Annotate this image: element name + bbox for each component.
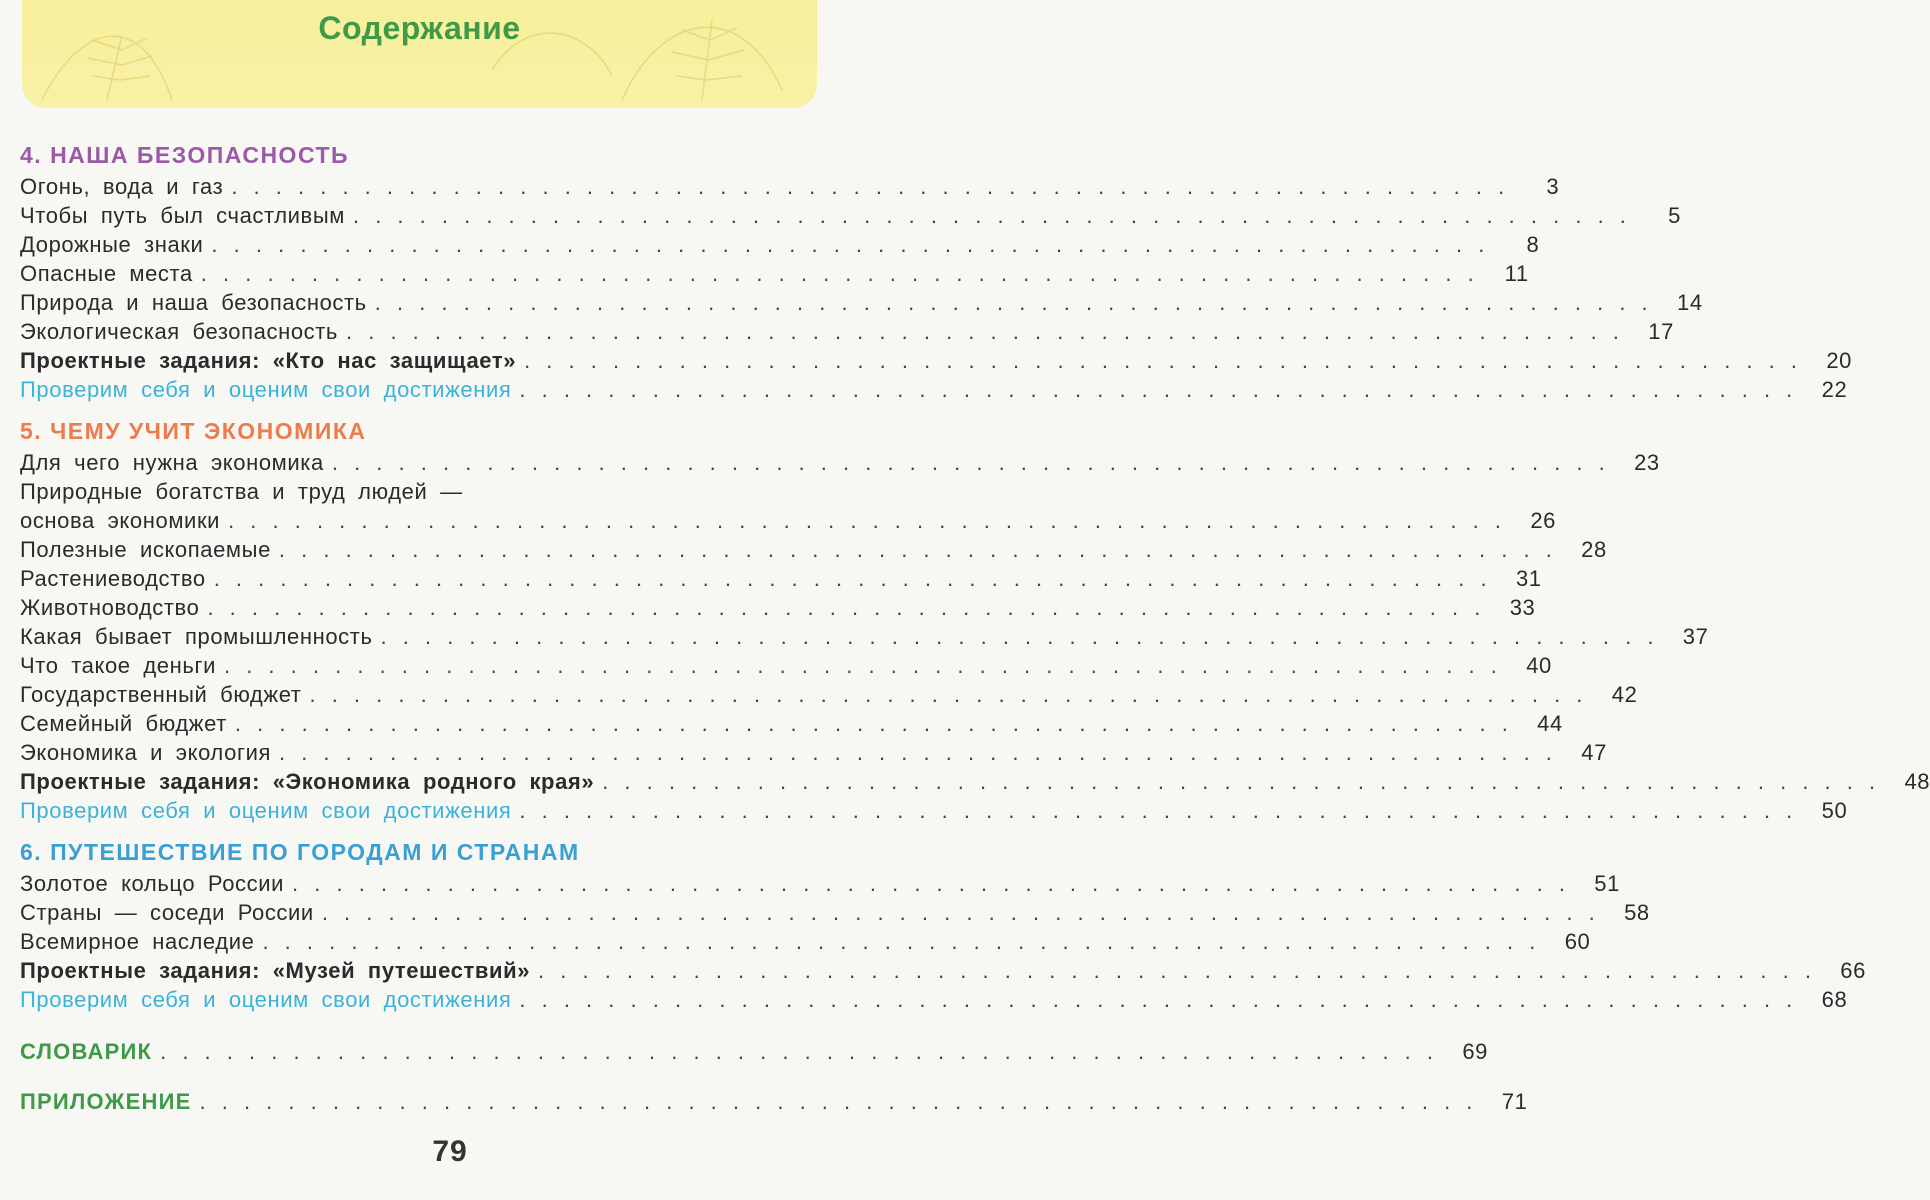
toc-entry-title: Проектные задания: «Экономика родного края»	[20, 769, 595, 794]
dot-leader: . . . . . . . . . . . . . . . . . . . . . . . . . . . . . . . . . . . . . . . . . . . . . . . . . . . . . . . . . .	[321, 900, 1600, 925]
toc-entry-page: 20	[1826, 348, 1852, 373]
toc-entry	[20, 927, 1591, 956]
toc-entry-page: 5	[1668, 203, 1681, 228]
section-heading: 5. ЧЕМУ УЧИТ ЭКОНОМИКА	[20, 418, 367, 444]
toc-entry-page: 8	[1526, 232, 1540, 257]
appendix-entry	[20, 1030, 1489, 1074]
dot-leader: . . . . . . . . . . . . . . . . . . . . . . . . . . . . . . . . . . . . . . . . . . . . . . . . . . . . . . . . . .	[331, 450, 1610, 475]
toc-entry	[20, 535, 1607, 564]
toc-entry	[20, 448, 1660, 477]
dot-leader: . . . . . . . . . . . . . . . . . . . . . . . . . . . . . . . . . . . . . . . . . . . . . . . . . . . . . . . . . .	[200, 261, 1479, 286]
toc-entry-title: Всемирное наследие	[20, 929, 255, 954]
dot-leader: . . . . . . . . . . . . . . . . . . . . . . . . . . . . . . . . . . . . . . . . . . . . . . . . . . . . . . . . . .	[231, 174, 1510, 199]
dot-leader: . . . . . . . . . . . . . . . . . . . . . . . . . . . . . . . . . . . . . . . . . . . . . . . . . . . . . . . . . .	[228, 508, 1506, 533]
toc-entry	[20, 985, 1848, 1014]
dot-leader: . . . . . . . . . . . . . . . . . . . . . . . . . . . . . . . . . . . . . . . . . . . . . . . . . . . . . . . . . .	[292, 871, 1570, 896]
dot-leader: . . . . . . . . . . . . . . . . . . . . . . . . . . . . . . . . . . . . . . . . . . . . . . . . . . . . . . . . . .	[262, 929, 1541, 954]
toc-entry-title: ПРИЛОЖЕНИЕ	[20, 1089, 192, 1114]
toc-entry-page: 69	[1462, 1039, 1489, 1064]
toc-entry-title: Опасные места	[20, 261, 193, 286]
toc-entry	[20, 288, 1703, 317]
toc-entry	[20, 259, 1529, 288]
appendix-entry	[20, 1080, 1528, 1124]
toc-entry-page: 51	[1594, 871, 1620, 896]
toc-entry	[20, 738, 1607, 767]
toc-entry-title: Проектные задания: «Кто нас защищает»	[20, 348, 517, 373]
toc-entry	[20, 346, 1852, 375]
dot-leader: . . . . . . . . . . . . . . . . . . . . . . . . . . . . . . . . . . . . . . . . . . . . . . . . . . . . . . . . . .	[380, 624, 1659, 649]
dot-leader: . . . . . . . . . . . . . . . . . . . . . . . . . . . . . . . . . . . . . . . . . . . . . . . . . . . . . . . . . .	[278, 537, 1557, 562]
toc-entry-page: 11	[1504, 261, 1529, 286]
toc-entry-page: 58	[1624, 900, 1650, 925]
toc-entry-page: 3	[1546, 174, 1560, 199]
toc-entry-page: 22	[1821, 377, 1848, 402]
toc-entry	[20, 506, 1556, 535]
toc-entry	[20, 680, 1638, 709]
dot-leader: . . . . . . . . . . . . . . . . . . . . . . . . . . . . . . . . . . . . . . . . . . . . . . . . . . . . . . . . . .	[223, 653, 1502, 678]
toc-entry	[20, 201, 1681, 230]
toc-entry-title: Проектные задания: «Музей путешествий»	[20, 958, 531, 983]
dot-leader: . . . . . . . . . . . . . . . . . . . . . . . . . . . . . . . . . . . . . . . . . . . . . . . . . . . . . . . . . .	[234, 711, 1513, 736]
toc-entry	[20, 172, 1560, 201]
dot-leader: . . . . . . . . . . . . . . . . . . . . . . . . . . . . . . . . . . . . . . . . . . . . . . . . . . . . . . . . . .	[211, 232, 1490, 257]
toc-entry-page: 23	[1634, 450, 1660, 475]
dot-leader: . . . . . . . . . . . . . . . . . . . . . . . . . . . . . . . . . . . . . . . . . . . . . . . . . . . . . . . . . .	[160, 1039, 1439, 1064]
page-number: 79	[432, 1135, 468, 1168]
toc-entry-page: 33	[1509, 595, 1536, 620]
toc-entry-title: Для чего нужна экономика	[20, 450, 324, 475]
toc-entry-page: 26	[1530, 508, 1556, 533]
toc-entry-title: Какая бывает промышленность	[20, 624, 373, 649]
toc-entry-page: 28	[1581, 537, 1607, 562]
toc-entry	[20, 796, 1848, 825]
dot-leader: . . . . . . . . . . . . . . . . . . . . . . . . . . . . . . . . . . . . . . . . . . . . . . . . . . . . . . . . . .	[278, 740, 1557, 765]
toc-entry-page: 47	[1581, 740, 1607, 765]
toc-entry-page: 40	[1526, 653, 1552, 678]
toc-entry-page: 68	[1821, 987, 1848, 1012]
dot-leader: . . . . . . . . . . . . . . . . . . . . . . . . . . . . . . . . . . . . . . . . . . . . . . . . . . . . . . . . . .	[519, 798, 1798, 823]
toc-entry-title: Золотое кольцо России	[20, 871, 285, 896]
toc-entry-page: 37	[1682, 624, 1709, 649]
toc-entry-page: 71	[1501, 1089, 1528, 1114]
toc-entry	[20, 317, 1674, 346]
toc-entry-page: 31	[1515, 566, 1542, 591]
dot-leader: . . . . . . . . . . . . . . . . . . . . . . . . . . . . . . . . . . . . . . . . . . . . . . . . . . . . . . . . . .	[213, 566, 1492, 591]
toc-entry-title: СЛОВАРИК	[20, 1039, 153, 1064]
section-heading: 4. НАША БЕЗОПАСНОСТЬ	[20, 142, 350, 168]
toc-entry-page: 14	[1677, 290, 1703, 315]
toc-entry-title: Семейный бюджет	[20, 711, 227, 736]
toc-entry-title: основа экономики	[20, 508, 221, 533]
toc-entry-title: Природные богатства и труд людей —	[20, 479, 463, 504]
toc-entry-page: 17	[1648, 319, 1674, 344]
dot-leader: . . . . . . . . . . . . . . . . . . . . . . . . . . . . . . . . . . . . . . . . . . . . . . . . . . . . . . . . . .	[519, 987, 1798, 1012]
page-title: Содержание	[318, 10, 521, 46]
toc-entry-title: Животноводство	[20, 595, 200, 620]
toc-entry-title: Огонь, вода и газ	[20, 174, 224, 199]
toc-entry-page: 66	[1840, 958, 1866, 983]
toc-entry	[20, 477, 818, 506]
dot-leader: . . . . . . . . . . . . . . . . . . . . . . . . . . . . . . . . . . . . . . . . . . . . . . . . . . . . . . . . . .	[346, 319, 1624, 344]
contents-banner	[22, 0, 817, 108]
dot-leader: . . . . . . . . . . . . . . . . . . . . . . . . . . . . . . . . . . . . . . . . . . . . . . . . . . . . . . . . . .	[602, 769, 1881, 794]
toc-entry-page: 42	[1611, 682, 1638, 707]
toc-entry-title: Что такое деньги	[20, 653, 216, 678]
toc-entry-title: Полезные ископаемые	[20, 537, 271, 562]
toc-entry-title: Государственный бюджет	[20, 682, 302, 707]
dot-leader: . . . . . . . . . . . . . . . . . . . . . . . . . . . . . . . . . . . . . . . . . . . . . . . . . . . . . . . . . .	[309, 682, 1588, 707]
toc-entry-title: Дорожные знаки	[20, 232, 204, 257]
toc-entry	[20, 898, 1650, 927]
toc-entry	[20, 375, 1848, 404]
toc-entry-title: Проверим себя и оценим свои достижения	[20, 798, 512, 823]
dot-leader: . . . . . . . . . . . . . . . . . . . . . . . . . . . . . . . . . . . . . . . . . . . . . . . . . . . . . . . . . .	[352, 203, 1631, 228]
toc-entry	[20, 767, 1930, 796]
toc-entry	[20, 622, 1709, 651]
toc-entry	[20, 230, 1540, 259]
toc-entry	[20, 709, 1563, 738]
toc-entry-title: Чтобы путь был счастливым	[20, 203, 345, 228]
toc-entry-page: 48	[1904, 769, 1930, 794]
dot-leader: . . . . . . . . . . . . . . . . . . . . . . . . . . . . . . . . . . . . . . . . . . . . . . . . . . . . . . . . . .	[519, 377, 1798, 402]
toc-entry-title: Природа и наша безопасность	[20, 290, 367, 315]
dot-leader: . . . . . . . . . . . . . . . . . . . . . . . . . . . . . . . . . . . . . . . . . . . . . . . . . . . . . . . . . .	[374, 290, 1653, 315]
toc-entry-page: 60	[1564, 929, 1591, 954]
toc-entry-title: Проверим себя и оценим свои достижения	[20, 377, 512, 402]
dot-leader: . . . . . . . . . . . . . . . . . . . . . . . . . . . . . . . . . . . . . . . . . . . . . . . . . . . . . . . . . .	[538, 958, 1816, 983]
toc-entry-title: Проверим себя и оценим свои достижения	[20, 987, 512, 1012]
toc-entry	[20, 869, 1620, 898]
toc-entry-title: Экономика и экология	[20, 740, 271, 765]
toc-entry-title: Страны — соседи России	[20, 900, 314, 925]
toc-entry-title: Экологическая безопасность	[20, 319, 338, 344]
toc-entry	[20, 956, 1866, 985]
dot-leader: . . . . . . . . . . . . . . . . . . . . . . . . . . . . . . . . . . . . . . . . . . . . . . . . . . . . . . . . . .	[207, 595, 1486, 620]
toc-entry-page: 44	[1537, 711, 1563, 736]
toc-entry	[20, 564, 1542, 593]
section-heading: 6. ПУТЕШЕСТВИЕ ПО ГОРОДАМ И СТРАНАМ	[20, 839, 580, 865]
toc-entry	[20, 593, 1536, 622]
toc-entry-page: 50	[1821, 798, 1848, 823]
table-of-contents	[20, 138, 1930, 1124]
toc-entry-title: Растениеводство	[20, 566, 206, 591]
dot-leader: . . . . . . . . . . . . . . . . . . . . . . . . . . . . . . . . . . . . . . . . . . . . . . . . . . . . . . . . . .	[524, 348, 1802, 373]
toc-entry	[20, 651, 1552, 680]
dot-leader: . . . . . . . . . . . . . . . . . . . . . . . . . . . . . . . . . . . . . . . . . . . . . . . . . . . . . . . . . .	[199, 1089, 1478, 1114]
